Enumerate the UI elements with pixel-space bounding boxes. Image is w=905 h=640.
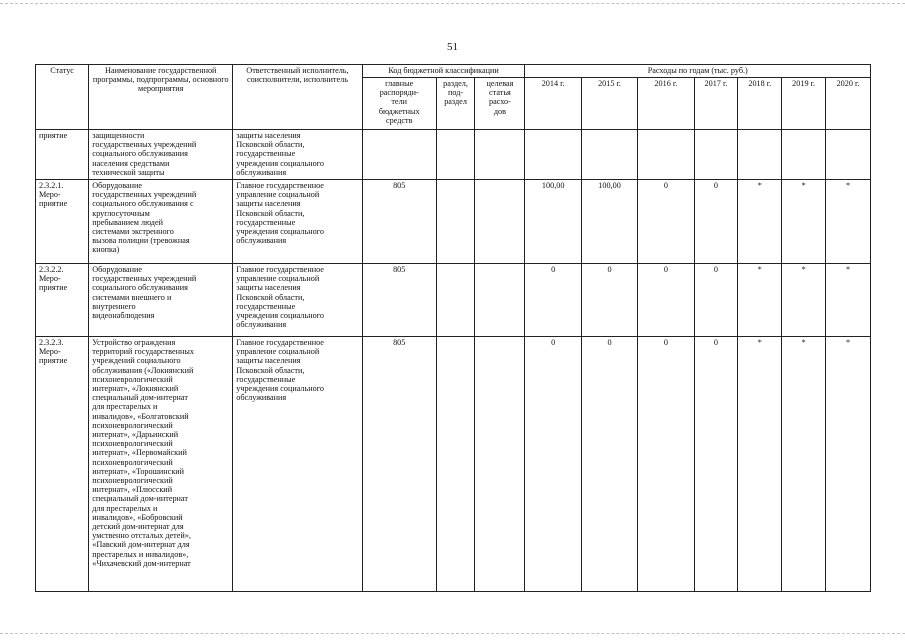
cell-2014: 0: [525, 264, 581, 337]
cell-2014: 100,00: [525, 180, 581, 264]
cell-target: [475, 130, 525, 180]
cell-status: 2.3.2.2. Меро- приятие: [36, 264, 89, 337]
cell-responsible: Главное государственное управление социальной защиты населения Псковской области, государственные учреждения социального обслуживания: [233, 337, 362, 592]
cell-section: [436, 130, 475, 180]
cell-2019: *: [782, 180, 826, 264]
cell-2020: *: [826, 264, 871, 337]
cell-target: [475, 264, 525, 337]
cell-responsible: защиты населения Псковской области, государственные учреждения социального обслуживания: [233, 130, 362, 180]
cell-name: Оборудование государственных учреждений социального обслуживания с круглосуточным пребыванием людей системами экстренного вызова полиции (тревожная кнопка): [89, 180, 233, 264]
cell-section: [436, 264, 475, 337]
header-bcc-group: Код бюджетной классификации: [362, 65, 525, 78]
cell-2015: 0: [581, 264, 637, 337]
cell-2018: [738, 130, 782, 180]
cell-grbs: [362, 130, 436, 180]
cell-status: 2.3.2.1. Меро- приятие: [36, 180, 89, 264]
table-row: [36, 264, 871, 337]
header-status: Статус: [36, 65, 89, 130]
header-name: Наименование государственной программы, подпрограммы, основного мероприятия: [89, 65, 233, 130]
header-year-2015: 2015 г.: [581, 78, 637, 130]
cell-status: 2.3.2.3. Меро- приятие: [36, 337, 89, 592]
cell-2014: 0: [525, 337, 581, 592]
cell-name: защищенности государственных учреждений социального обслуживания населения средствами технической защиты: [89, 130, 233, 180]
header-year-2018: 2018 г.: [738, 78, 782, 130]
cell-2020: [826, 130, 871, 180]
header-bcc-section: раздел, под- раздел: [436, 78, 475, 130]
cell-section: [436, 180, 475, 264]
cell-2014: [525, 130, 581, 180]
cell-status: приятие: [36, 130, 89, 180]
cell-2017: 0: [694, 337, 738, 592]
cell-responsible: Главное государственное управление социальной защиты населения Псковской области, государственные учреждения социального обслуживания: [233, 180, 362, 264]
cell-2016: 0: [638, 264, 694, 337]
cell-target: [475, 180, 525, 264]
cell-2017: 0: [694, 264, 738, 337]
header-responsible: Ответственный исполнитель, соисполнители, исполнитель: [233, 65, 362, 130]
cell-grbs: 805: [362, 180, 436, 264]
header-expenses-group: Расходы по годам (тыс. руб.): [525, 65, 871, 78]
cell-2019: *: [782, 264, 826, 337]
budget-table: [35, 64, 871, 592]
header-year-2019: 2019 г.: [782, 78, 826, 130]
cell-2019: *: [782, 337, 826, 592]
scan-edge-bottom: [0, 633, 905, 635]
cell-responsible: Главное государственное управление социальной защиты населения Псковской области, государственные учреждения социального обслуживания: [233, 264, 362, 337]
header-year-2017: 2017 г.: [694, 78, 738, 130]
cell-2015: 100,00: [581, 180, 637, 264]
table-row: [36, 337, 871, 592]
header-bcc-main-manager: главные распоряди- тели бюджетных средств: [362, 78, 436, 130]
cell-2016: 0: [638, 180, 694, 264]
page-number: 51: [447, 41, 458, 53]
cell-grbs: 805: [362, 337, 436, 592]
cell-2015: 0: [581, 337, 637, 592]
cell-grbs: 805: [362, 264, 436, 337]
scan-edge-top: [0, 3, 905, 5]
table-row: [36, 130, 871, 180]
cell-section: [436, 337, 475, 592]
cell-2019: [782, 130, 826, 180]
cell-2017: 0: [694, 180, 738, 264]
header-year-2014: 2014 г.: [525, 78, 581, 130]
cell-name: Устройство ограждения территорий государственных учреждений социального обслуживания («Локнянский психоневрологический интернат», «Локнянский специальный дом-интернат для престарелых и инвалидов», «Болгатовский психоневрологический интернат», «Дарьинский психоневрологический интернат», «Первомайский психоневрологический интернат», «Торошинский психоневрологический интернат», «Плюсский специальный дом-интернат для престарелых и инвалидов», «Бобровский детский дом-интернат для умственно отсталых детей», «Павский дом-интернат для престарелых и инвалидов», «Чихачевский дом-интернат: [89, 337, 233, 592]
header-bcc-target: целевая статья расхо- дов: [475, 78, 525, 130]
cell-2020: *: [826, 337, 871, 592]
cell-2016: 0: [638, 337, 694, 592]
header-year-2016: 2016 г.: [638, 78, 694, 130]
cell-2020: *: [826, 180, 871, 264]
cell-2017: [694, 130, 738, 180]
cell-name: Оборудование государственных учреждений социального обслуживания системами внешнего и внутреннего видеонаблюдения: [89, 264, 233, 337]
cell-2016: [638, 130, 694, 180]
cell-target: [475, 337, 525, 592]
cell-2018: *: [738, 337, 782, 592]
cell-2018: *: [738, 264, 782, 337]
cell-2015: [581, 130, 637, 180]
cell-2018: *: [738, 180, 782, 264]
table-row: [36, 180, 871, 264]
header-year-2020: 2020 г.: [826, 78, 871, 130]
